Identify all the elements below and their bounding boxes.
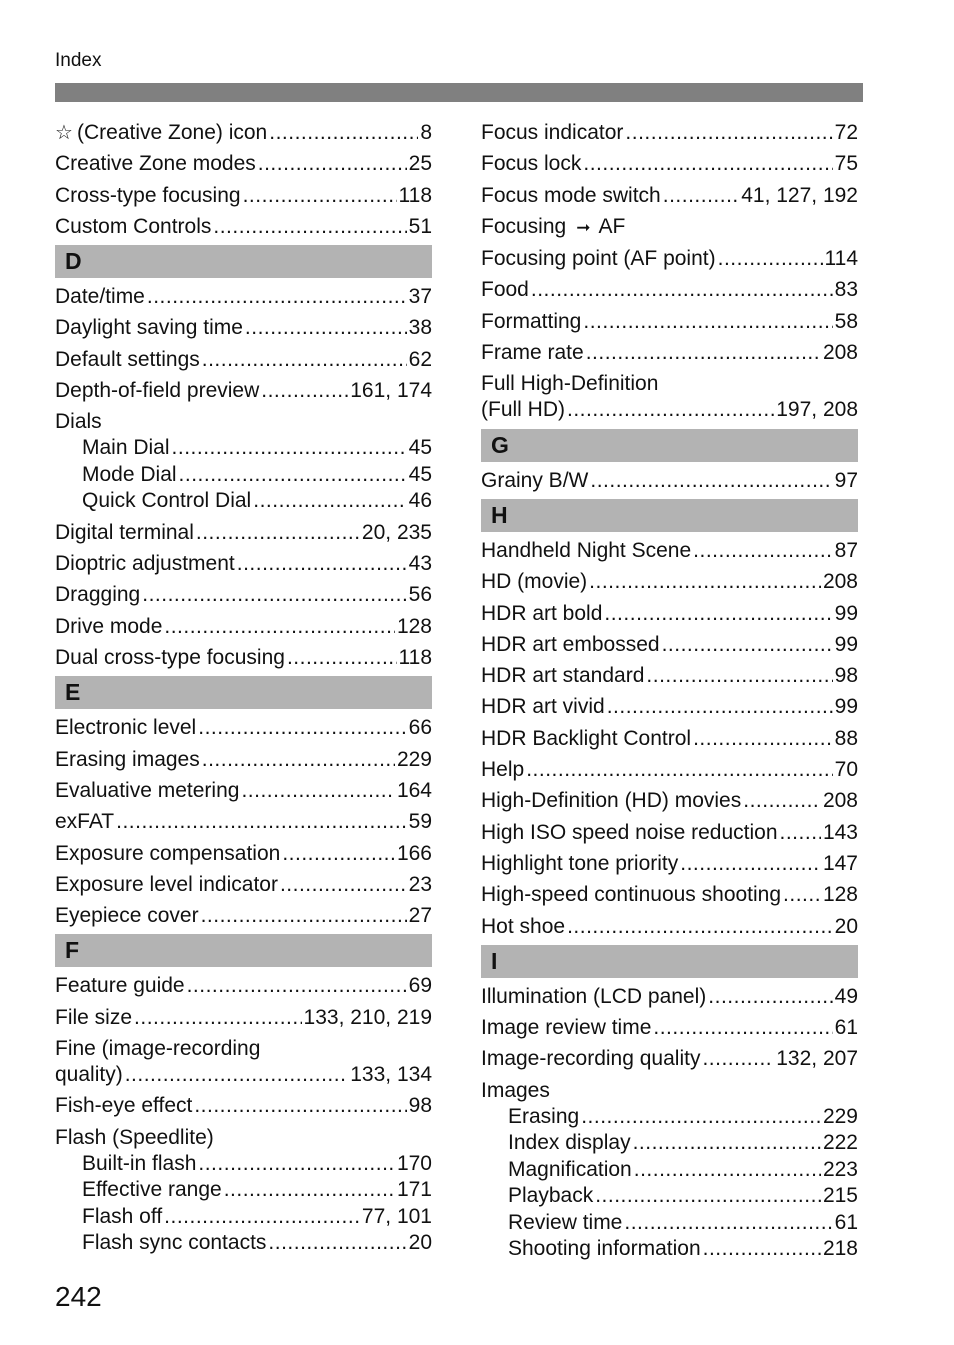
- index-entry: [55, 315, 432, 341]
- entry-page: 56: [408, 583, 432, 607]
- leader-dots: [187, 973, 407, 999]
- entry-page: 8: [420, 121, 432, 144]
- leader-dots: [241, 778, 395, 804]
- index-entry: [481, 851, 858, 877]
- entry-text: Drive mode: [55, 614, 163, 638]
- entry-page: 166: [396, 841, 432, 865]
- sub-entry: [508, 1210, 858, 1237]
- entry-page: 62: [408, 347, 432, 371]
- index-column-left: [55, 120, 432, 1263]
- entry-page: 41, 127, 192: [741, 183, 858, 207]
- entry-text: Eyepiece cover: [55, 904, 199, 928]
- entry-text: Image review time: [481, 1016, 652, 1040]
- entry-text: Handheld Night Scene: [481, 538, 692, 562]
- entry-text: Exposure compensation: [55, 841, 281, 865]
- entry-reference: AF: [598, 214, 626, 238]
- entry-text: Default settings: [55, 347, 200, 371]
- section-letter-h: H: [481, 499, 858, 532]
- entry-text: Digital terminal: [55, 520, 194, 544]
- index-entry: [481, 277, 858, 303]
- entry-page: 61: [834, 1210, 858, 1234]
- leader-dots: [269, 120, 418, 146]
- entry-text: HDR art embossed: [481, 632, 660, 656]
- index-entry: [55, 747, 432, 773]
- entry-page: 27: [408, 904, 432, 928]
- entry-page: 75: [834, 152, 858, 176]
- section-letter-i: I: [481, 945, 858, 978]
- entry-text: Date/time: [55, 285, 145, 309]
- index-entry: [481, 694, 858, 720]
- entry-page: 197, 208: [776, 398, 858, 422]
- entry-text: Daylight saving time: [55, 316, 243, 340]
- leader-dots: [134, 1005, 302, 1031]
- entry-text: Focus lock: [481, 152, 582, 176]
- entry-text: Flash sync contacts: [82, 1231, 267, 1255]
- entry-page: 161, 174: [350, 379, 432, 403]
- entry-continuation: [481, 397, 858, 423]
- index-entry: [481, 726, 858, 752]
- entry-continuation: [55, 1062, 432, 1088]
- index-entry: [481, 340, 858, 366]
- leader-dots: [595, 1183, 821, 1210]
- index-entry: [481, 309, 858, 335]
- leader-dots: [202, 747, 395, 773]
- entry-page: 37: [408, 285, 432, 309]
- index-entry: [481, 820, 858, 846]
- entry-text: Exposure level indicator: [55, 872, 278, 896]
- entry-page: 38: [408, 316, 432, 340]
- sub-entries: [55, 1151, 432, 1257]
- entry-text: Erasing images: [55, 747, 200, 771]
- entry-text: Frame rate: [481, 341, 584, 365]
- entry-text: Image-recording quality: [481, 1047, 701, 1071]
- entry-text: Focusing point (AF point): [481, 247, 716, 271]
- entry-page: 77, 101: [361, 1204, 432, 1228]
- index-entry: [481, 151, 858, 177]
- leader-dots: [258, 151, 407, 177]
- index-entry: [481, 1046, 858, 1072]
- entry-page: 98: [834, 664, 858, 688]
- entry-page: 45: [408, 462, 432, 486]
- leader-dots: [268, 1230, 406, 1257]
- entry-text: quality): [55, 1063, 123, 1087]
- leader-dots: [287, 645, 397, 671]
- leader-dots: [237, 551, 407, 577]
- entry-page: 20: [834, 914, 858, 938]
- index-entry: [55, 183, 432, 209]
- index-entry: [55, 841, 432, 867]
- entry-text: (Full HD): [481, 398, 565, 422]
- leader-dots: [164, 1204, 360, 1231]
- leader-dots: [780, 820, 821, 846]
- leader-dots: [526, 757, 832, 783]
- entry-page: 87: [834, 538, 858, 562]
- star-icon: ☆: [55, 122, 73, 144]
- entry-text: High-Definition (HD) movies: [481, 789, 742, 813]
- index-entry: [55, 1093, 432, 1119]
- page-number: 242: [55, 1281, 102, 1312]
- leader-dots: [196, 520, 360, 546]
- entry-page: 70: [834, 758, 858, 782]
- leader-dots: [708, 984, 832, 1010]
- entry-text: Formatting: [481, 309, 582, 333]
- entry-text: Focusing: [481, 214, 567, 238]
- index-entry-group: [55, 1125, 432, 1257]
- leader-dots: [261, 378, 348, 404]
- section-letter-g: G: [481, 429, 858, 462]
- index-entry: [481, 468, 858, 494]
- entry-page: 51: [408, 214, 432, 238]
- entry-page: 147: [822, 851, 858, 875]
- entry-page: 97: [834, 468, 858, 492]
- leader-dots: [213, 214, 406, 240]
- index-entry: [481, 371, 858, 423]
- sub-entry: [82, 1151, 432, 1178]
- entry-page: 143: [822, 820, 858, 844]
- leader-dots: [253, 488, 406, 515]
- leader-dots: [179, 462, 407, 489]
- entry-page: 99: [834, 695, 858, 719]
- entry-text: Evaluative metering: [55, 778, 240, 802]
- sub-entries: [55, 435, 432, 515]
- entry-page: 133, 134: [350, 1063, 432, 1087]
- entry-text: Fine (image-recording: [55, 1037, 261, 1061]
- header-rule: [55, 83, 863, 102]
- entry-text: HD (movie): [481, 570, 588, 594]
- entry-text: (Creative Zone) icon: [77, 121, 268, 144]
- index-entry: [55, 903, 432, 929]
- leader-dots: [198, 715, 406, 741]
- entry-text: Hot shoe: [481, 914, 566, 938]
- leader-dots: [531, 277, 833, 303]
- arrow-right-icon: ➞: [576, 217, 591, 237]
- entry-text: Grainy B/W: [481, 468, 589, 492]
- entry-page: 229: [396, 747, 432, 771]
- leader-dots: [583, 151, 832, 177]
- entry-page: 133, 210, 219: [303, 1005, 432, 1029]
- index-entry: [55, 120, 432, 146]
- index-entry: [481, 214, 858, 241]
- leader-dots: [194, 1093, 406, 1119]
- entry-page: 208: [822, 341, 858, 365]
- sub-entry: [82, 488, 432, 515]
- index-entry: [481, 663, 858, 689]
- index-entry: [55, 520, 432, 546]
- entry-page: 164: [396, 778, 432, 802]
- leader-dots: [607, 694, 833, 720]
- leader-dots: [680, 851, 821, 877]
- entry-text: Magnification: [508, 1157, 632, 1181]
- entry-text: High ISO speed noise reduction: [481, 820, 778, 844]
- index-entry: [55, 809, 432, 835]
- index-column-right: [481, 120, 858, 1269]
- entry-page: 59: [408, 810, 432, 834]
- entry-page: 171: [396, 1178, 432, 1202]
- index-entry: [55, 551, 432, 577]
- leader-dots: [586, 340, 821, 366]
- entry-text: Feature guide: [55, 974, 185, 998]
- leader-dots: [567, 914, 833, 940]
- leader-dots: [116, 809, 407, 835]
- sub-entries: [481, 1104, 858, 1263]
- sub-entry: [508, 1104, 858, 1131]
- entry-text: Erasing: [508, 1104, 580, 1128]
- entry-page: 66: [408, 716, 432, 740]
- leader-dots: [224, 1177, 395, 1204]
- leader-dots: [662, 632, 833, 658]
- entry-text: Full High-Definition: [481, 372, 659, 396]
- entry-text: Dual cross-type focusing: [55, 646, 285, 670]
- index-entry: [55, 378, 432, 404]
- entry-page: 20: [408, 1231, 432, 1255]
- leader-dots: [633, 1130, 821, 1157]
- entry-text: Dragging: [55, 583, 141, 607]
- index-entry: [55, 347, 432, 373]
- entry-text: HDR art standard: [481, 664, 645, 688]
- entry-text: Flash (Speedlite): [55, 1125, 214, 1149]
- leader-dots: [589, 569, 821, 595]
- sub-entry: [508, 1236, 858, 1263]
- entry-page: 25: [408, 152, 432, 176]
- index-entry-group: [55, 409, 432, 515]
- leader-dots: [202, 347, 407, 373]
- entry-text: Index display: [508, 1131, 631, 1155]
- entry-page: 208: [822, 789, 858, 813]
- entry-page: 99: [834, 632, 858, 656]
- index-entry: [481, 246, 858, 272]
- index-entry: [481, 757, 858, 783]
- entry-page: 170: [396, 1151, 432, 1175]
- leader-dots: [583, 309, 832, 335]
- entry-text: HDR Backlight Control: [481, 726, 692, 750]
- entry-text: File size: [55, 1005, 133, 1029]
- entry-text: Built-in flash: [82, 1151, 197, 1175]
- section-letter-d: D: [55, 245, 432, 278]
- index-entry: [481, 984, 858, 1010]
- entry-page: 61: [834, 1016, 858, 1040]
- leader-dots: [634, 1157, 821, 1184]
- entry-text: Flash off: [82, 1204, 163, 1228]
- entry-text: Food: [481, 278, 529, 302]
- index-entry: [55, 284, 432, 310]
- sub-entry: [82, 462, 432, 489]
- leader-dots: [581, 1104, 821, 1131]
- entry-page: 118: [398, 183, 432, 207]
- entry-text: Images: [481, 1078, 550, 1102]
- entry-page: 218: [822, 1237, 858, 1261]
- entry-text: Depth-of-field preview: [55, 379, 260, 403]
- entry-page: 49: [834, 984, 858, 1008]
- entry-text: Fish-eye effect: [55, 1094, 193, 1118]
- index-entry: [55, 151, 432, 177]
- entry-page: 223: [822, 1157, 858, 1181]
- entry-text: Dials: [55, 410, 102, 434]
- leader-dots: [663, 183, 739, 209]
- entry-text: Focus mode switch: [481, 183, 661, 207]
- entry-page: 98: [408, 1094, 432, 1118]
- leader-dots: [172, 435, 407, 462]
- leader-dots: [198, 1151, 395, 1178]
- index-entry: [481, 632, 858, 658]
- index-entry: [481, 601, 858, 627]
- entry-page: 83: [834, 278, 858, 302]
- section-letter-e: E: [55, 676, 432, 709]
- index-entry: [481, 914, 858, 940]
- sub-entry: [82, 1230, 432, 1257]
- entry-page: 215: [822, 1184, 858, 1208]
- entry-page: 118: [398, 646, 432, 670]
- leader-dots: [280, 872, 407, 898]
- entry-page: 46: [408, 489, 432, 513]
- entry-page: 43: [408, 552, 432, 576]
- leader-dots: [693, 726, 833, 752]
- index-entry: [55, 973, 432, 999]
- entry-text: Main Dial: [82, 436, 170, 460]
- index-entry: [55, 214, 432, 240]
- entry-text: Mode Dial: [82, 462, 177, 486]
- index-entry: [55, 1036, 432, 1088]
- index-entry: [481, 788, 858, 814]
- index-entry: [55, 582, 432, 608]
- leader-dots: [201, 903, 407, 929]
- entry-page: 128: [396, 614, 432, 638]
- entry-text: HDR art vivid: [481, 695, 605, 719]
- leader-dots: [147, 284, 407, 310]
- index-entry: [55, 872, 432, 898]
- index-entry: [481, 120, 858, 146]
- entry-page: 58: [834, 309, 858, 333]
- index-entry: [55, 645, 432, 671]
- sub-entry: [82, 435, 432, 462]
- sub-entry: [508, 1130, 858, 1157]
- entry-page: 229: [822, 1104, 858, 1128]
- leader-dots: [125, 1062, 349, 1088]
- leader-dots: [625, 120, 832, 146]
- entry-text: Shooting information: [508, 1237, 701, 1261]
- entry-page: 69: [408, 974, 432, 998]
- index-entry: [481, 882, 858, 908]
- entry-text: Custom Controls: [55, 214, 212, 238]
- leader-dots: [282, 841, 395, 867]
- entry-text: High-speed continuous shooting: [481, 883, 782, 907]
- entry-text: Electronic level: [55, 716, 197, 740]
- entry-page: 88: [834, 726, 858, 750]
- entry-page: 23: [408, 872, 432, 896]
- index-entry: [481, 569, 858, 595]
- entry-text: Cross-type focusing: [55, 183, 241, 207]
- index-entry-group: [481, 1078, 858, 1263]
- leader-dots: [718, 246, 823, 272]
- entry-text: Dioptric adjustment: [55, 552, 235, 576]
- leader-dots: [245, 315, 407, 341]
- leader-dots: [743, 788, 821, 814]
- leader-dots: [243, 183, 397, 209]
- entry-text: Playback: [508, 1184, 594, 1208]
- leader-dots: [702, 1046, 774, 1072]
- leader-dots: [567, 397, 774, 423]
- section-letter-f: F: [55, 934, 432, 967]
- index-entry: [55, 614, 432, 640]
- leader-dots: [624, 1210, 832, 1237]
- leader-dots: [646, 663, 832, 689]
- index-entry: [55, 715, 432, 741]
- entry-text: Effective range: [82, 1178, 222, 1202]
- leader-dots: [142, 582, 406, 608]
- entry-text: Quick Control Dial: [82, 489, 252, 513]
- leader-dots: [604, 601, 832, 627]
- leader-dots: [693, 538, 832, 564]
- entry-text: Illumination (LCD panel): [481, 984, 707, 1008]
- entry-text: exFAT: [55, 810, 115, 834]
- entry-text: Review time: [508, 1210, 623, 1234]
- sub-entry: [82, 1204, 432, 1231]
- entry-page: 20, 235: [361, 520, 432, 544]
- leader-dots: [590, 468, 832, 494]
- entry-text: HDR art bold: [481, 601, 603, 625]
- leader-dots: [703, 1236, 821, 1263]
- index-entry: [481, 183, 858, 209]
- sub-entry: [82, 1177, 432, 1204]
- entry-page: 114: [824, 247, 858, 271]
- index-entry: [481, 538, 858, 564]
- sub-entry: [508, 1157, 858, 1184]
- running-header: Index: [55, 50, 102, 71]
- entry-page: 208: [822, 570, 858, 594]
- leader-dots: [783, 882, 821, 908]
- index-entry: [55, 778, 432, 804]
- entry-text: Creative Zone modes: [55, 152, 256, 176]
- index-entry: [481, 1015, 858, 1041]
- leader-dots: [653, 1015, 832, 1041]
- entry-page: 99: [834, 601, 858, 625]
- entry-page: 72: [834, 121, 858, 144]
- entry-page: 222: [822, 1131, 858, 1155]
- sub-entry: [508, 1183, 858, 1210]
- entry-text: Highlight tone priority: [481, 851, 679, 875]
- entry-text: Help: [481, 758, 525, 782]
- entry-text: Focus indicator: [481, 121, 624, 144]
- entry-page: 132, 207: [776, 1047, 858, 1071]
- leader-dots: [164, 614, 395, 640]
- index-entry: [55, 1005, 432, 1031]
- entry-page: 45: [408, 436, 432, 460]
- entry-page: 128: [822, 883, 858, 907]
